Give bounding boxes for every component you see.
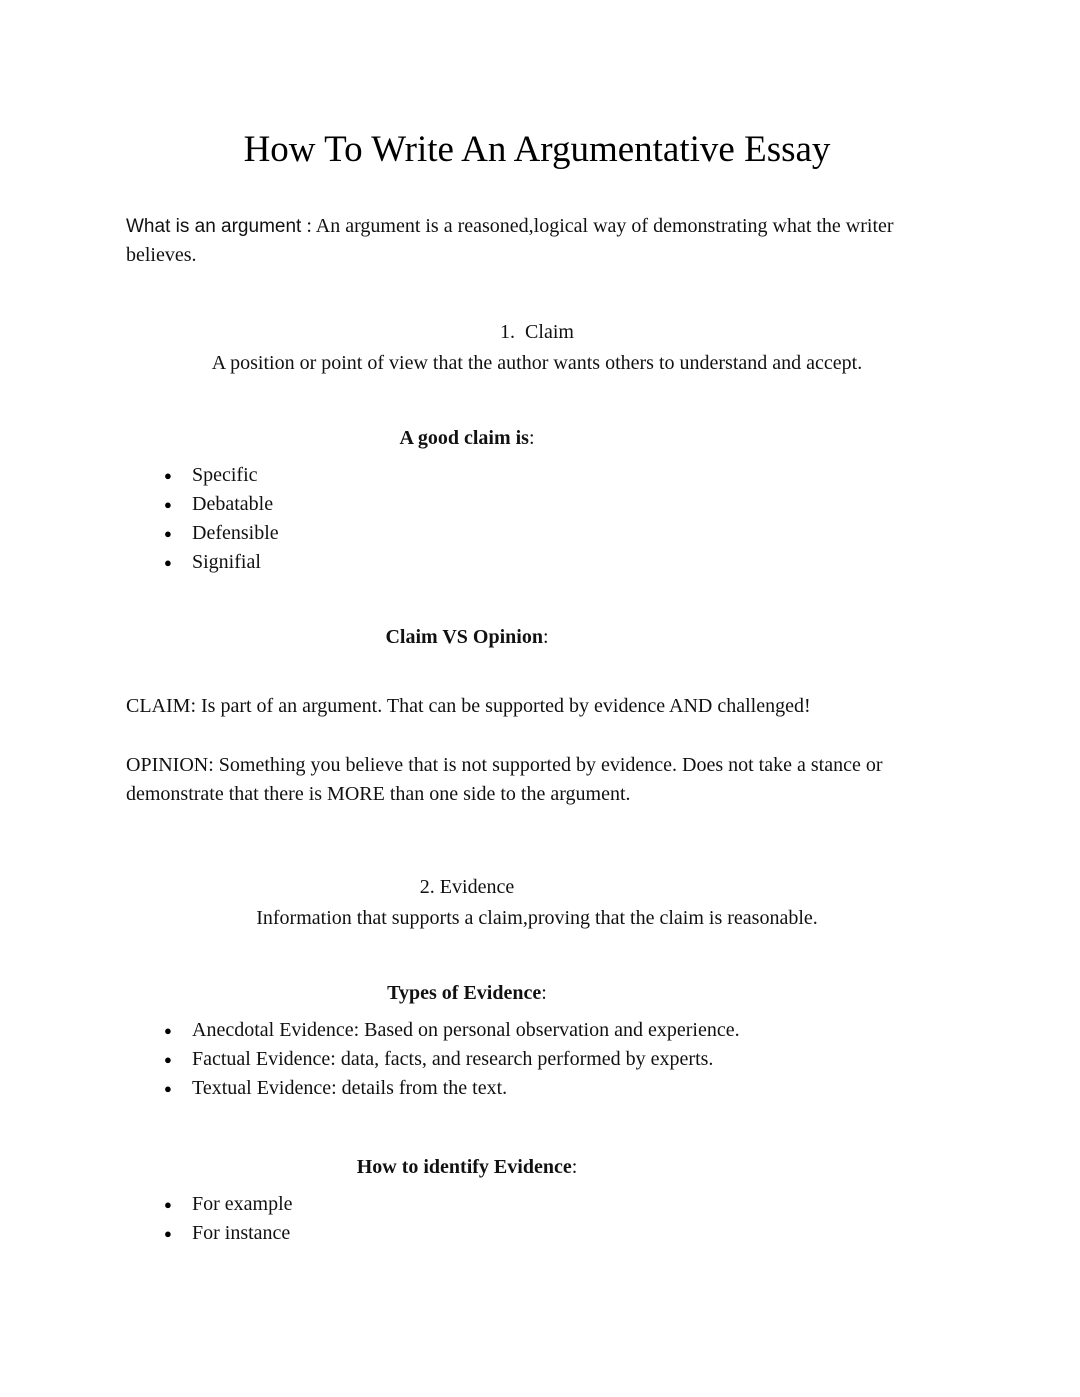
good-claim-heading-text: A good claim is: [399, 427, 529, 449]
list-item: ● Signifial: [192, 548, 948, 577]
intro-body-text: : An argument is a reasoned,logical way of demonstrating what the writer believes.: [126, 215, 904, 266]
identify-evidence-bullet-list: [126, 1190, 948, 1248]
intro-paragraph: [126, 212, 948, 270]
list-item: ● Anecdotal Evidence: Based on personal observation and experience.: [192, 1016, 948, 1045]
claim-vs-opinion-heading-colon: :: [542, 626, 549, 648]
evidence-types-bullet-list: [126, 1016, 948, 1103]
claim-vs-opinion-heading-text: Claim VS Opinion: [385, 626, 543, 648]
evidence-definition: Information that supports a claim,proving that the claim is reasonable.: [256, 907, 818, 929]
good-claim-heading: [126, 424, 948, 453]
types-of-evidence-heading: [126, 979, 948, 1008]
list-item: ● For instance: [192, 1219, 948, 1248]
types-of-evidence-heading-text: Types of Evidence: [387, 982, 542, 1004]
list-item: ● Defensible: [192, 519, 948, 548]
claim-description-paragraph: CLAIM: Is part of an argument. That can be supported by evidence AND challenged!: [126, 695, 811, 717]
claim-vs-opinion-heading: [126, 623, 948, 652]
evidence-section-heading: 2. Evidence: [419, 876, 515, 898]
identify-evidence-heading-text: How to identify Evidence: [356, 1156, 572, 1178]
document-title: How To Write An Argumentative Essay: [243, 129, 831, 170]
good-claim-heading-colon: :: [528, 427, 535, 449]
list-item: ● Specific: [192, 461, 948, 490]
identify-evidence-heading: [126, 1153, 948, 1182]
opinion-description-paragraph: OPINION: Something you believe that is not supported by evidence. Does not take a stance or demonstrate that there is MORE than one side to the argument.: [126, 754, 888, 805]
list-item: ● Debatable: [192, 490, 948, 519]
types-of-evidence-heading-colon: :: [541, 982, 547, 1004]
list-item: ● Textual Evidence: details from the text.: [192, 1074, 948, 1103]
list-item: ● Factual Evidence: data, facts, and research performed by experts.: [192, 1045, 948, 1074]
claim-section-heading: 1. Claim: [500, 321, 574, 343]
claim-definition: A position or point of view that the author wants others to understand and accept.: [211, 352, 863, 374]
identify-evidence-heading-colon: :: [571, 1156, 578, 1178]
list-item: ● For example: [192, 1190, 948, 1219]
good-claim-bullet-list: [126, 461, 948, 577]
intro-lead-text: What is an argument: [126, 216, 302, 237]
